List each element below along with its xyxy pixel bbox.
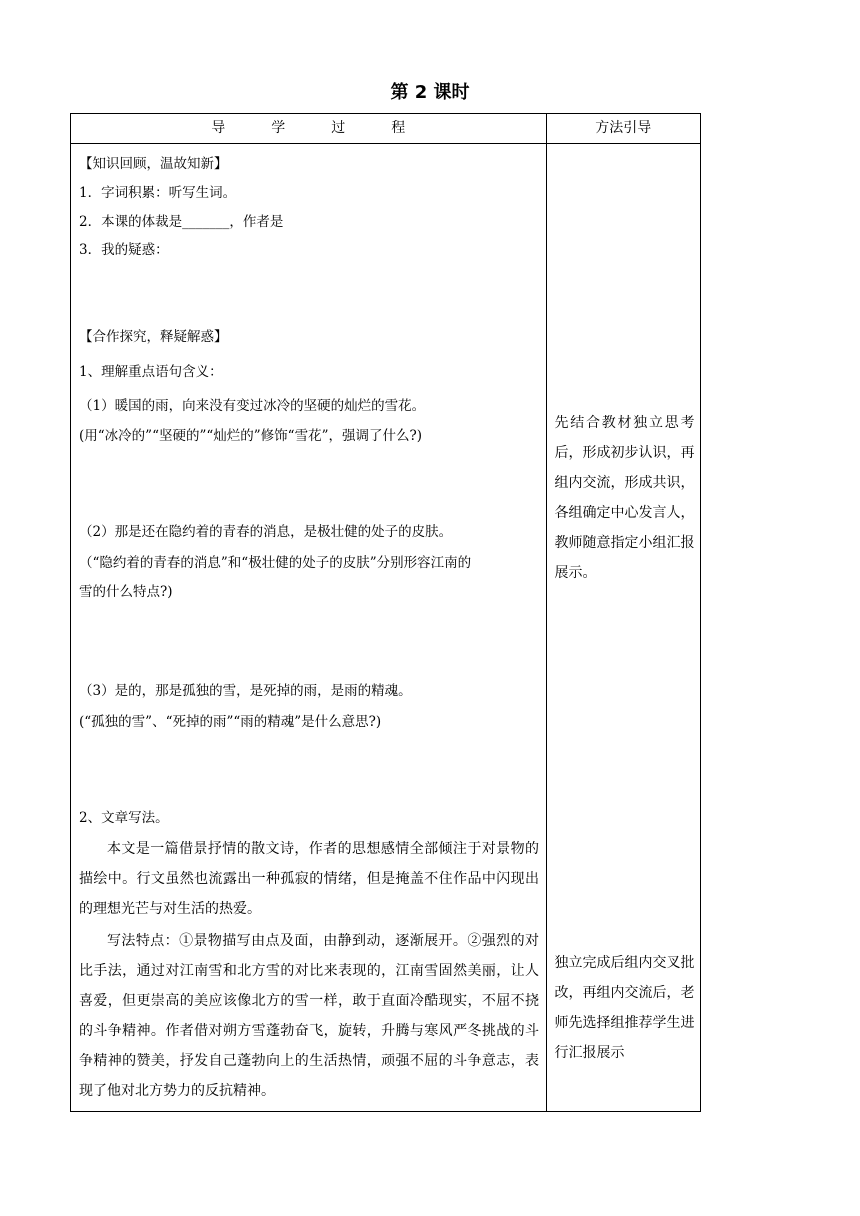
question-intro: 1、理解重点语句含义： <box>79 364 223 380</box>
question-2: （2）那是还在隐约着的青春的消息，是极壮健的处子的皮肤。 <box>79 524 453 540</box>
review-item-3: 3．我的疑惑： <box>79 242 169 258</box>
question-1: （1）暖国的雨，向来没有变过冰冷的坚硬的灿烂的雪花。 <box>79 398 426 414</box>
header-char: 导 <box>211 120 226 136</box>
header-char: 学 <box>271 120 286 136</box>
content-cell <box>71 144 547 1112</box>
header-guide-process <box>71 114 547 144</box>
table-header-row <box>71 114 701 144</box>
writing-paragraph-1: 本文是一篇借景抒情的散文诗，作者的思想感情全部倾注于对景物的描绘中。行文虽然也流露出一种孤寂的情绪，但是掩盖不住作品中闪现出的理想光芒与对生活的热爱。 <box>79 841 539 917</box>
question-3-prompt: (“孤独的雪”、“死掉的雨”“雨的精魂”是什么意思?) <box>79 714 382 730</box>
question-1-prompt: (用“冰冷的”“坚硬的”“灿烂的”修饰“雪花”，强调了什么?) <box>79 428 422 444</box>
method-note-1: 先结合教材独立思考后，形成初步认识，再组内交流，形成共识，各组确定中心发言人，教师随意指定小组汇报展示。 <box>554 415 695 581</box>
table-body-row <box>71 144 701 1112</box>
header-char: 程 <box>391 120 406 136</box>
header-char: 过 <box>331 120 346 136</box>
review-item-1: 1．字词积累：听写生词。 <box>79 185 237 201</box>
method-note-2: 独立完成后组内交叉批改，再组内交流后，老师先选择组推荐学生进行汇报展示 <box>554 955 695 1061</box>
page-title: 第 2 课时 <box>390 82 470 103</box>
writing-paragraph-2: 写法特点：①景物描写由点及面，由静到动，逐渐展开。②强烈的对比手法，通过对江南雪和北方雪的对比来表现的，江南雪固然美丽，让人喜爱，但更崇高的美应该像北方的雪一样，敢于直面冷酷现实，不屈不挠的斗争精神。作者借对朔方雪蓬勃奋飞，旋转，升腾与寒风严冬挑战的斗争精神的赞美，抒发自己蓬勃向上的生活热情，顽强不屈的斗争意志，表现了他对北方势力的反抗精神。 <box>79 933 539 1099</box>
lesson-table <box>70 113 701 1112</box>
question-2-prompt-b: 雪的什么特点?) <box>79 584 173 600</box>
review-item-2: 2．本课的体裁是_______，作者是 <box>79 214 284 230</box>
header-method-guide: 方法引导 <box>546 114 701 144</box>
question-3: （3）是的，那是孤独的雪，是死掉的雨，是雨的精魂。 <box>79 683 412 699</box>
writing-heading: 2、文章写法。 <box>79 810 169 826</box>
question-2-prompt-a: （“隐约着的青春的消息”和“极壮健的处子的皮肤”分别形容江南的 <box>79 555 472 571</box>
section-explore-heading: 【合作探究，释疑解惑】 <box>79 329 228 345</box>
method-cell <box>546 144 701 1112</box>
section-review-heading: 【知识回顾，温故知新】 <box>79 156 228 172</box>
